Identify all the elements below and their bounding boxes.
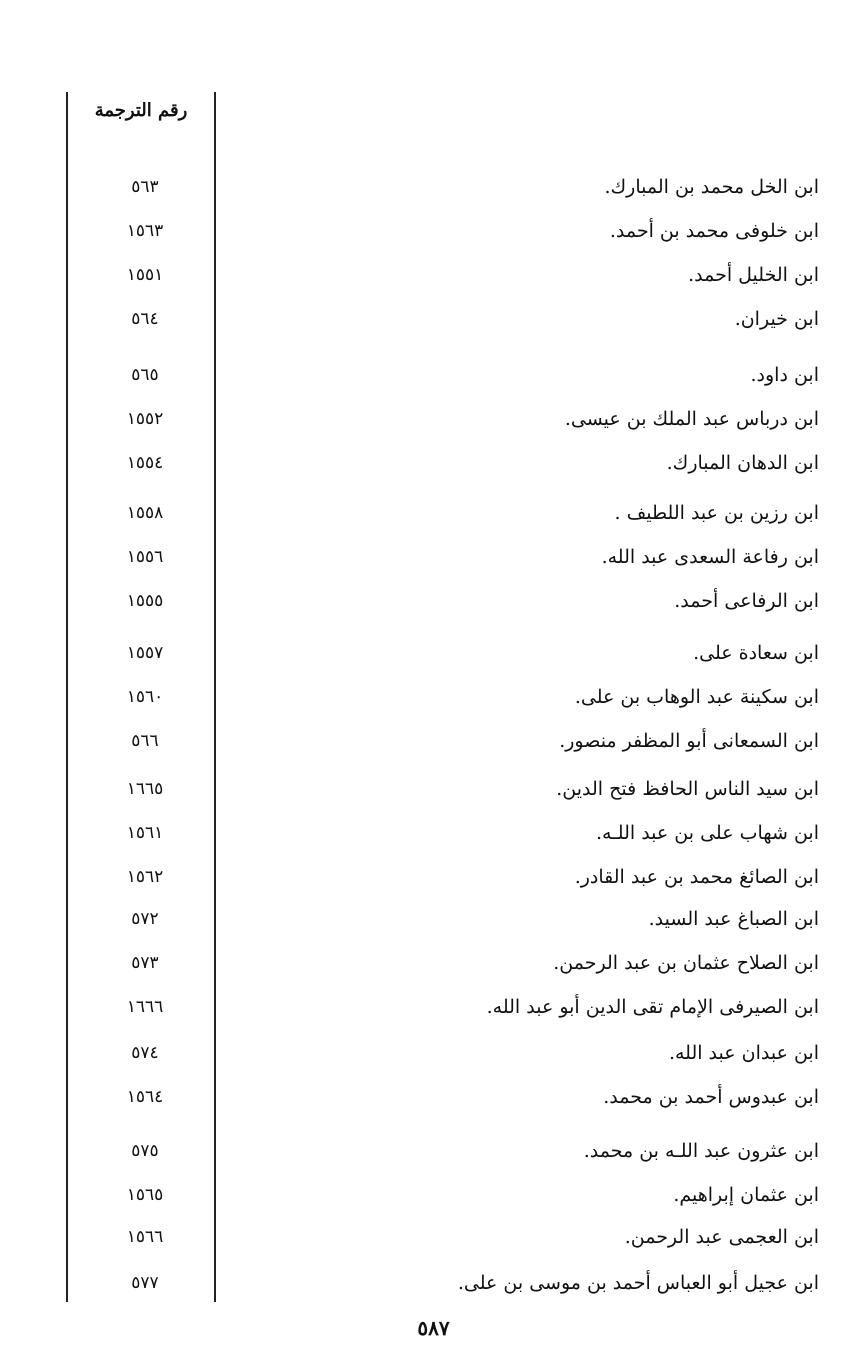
entry-name: ابن خيران. <box>734 308 819 330</box>
list-item <box>0 680 867 714</box>
entry-name: ابن الخل محمد بن المبارك. <box>604 176 819 198</box>
entry-name: ابن عجيل أبو العباس أحمد بن موسى بن على. <box>457 1272 819 1294</box>
list-item <box>0 540 867 574</box>
entry-number: ٥٦٦ <box>131 731 159 751</box>
entry-number: ٥٧٤ <box>131 1043 159 1063</box>
entry-number: ٥٦٣ <box>131 177 159 197</box>
entry-name: ابن الصلاح عثمان بن عبد الرحمن. <box>553 952 819 974</box>
entry-number: ٥٦٥ <box>131 365 159 385</box>
entry-name: ابن الرفاعى أحمد. <box>674 590 819 612</box>
entry-number: ١٥٦٠ <box>126 687 164 707</box>
list-item <box>0 302 867 336</box>
list-item <box>0 636 867 670</box>
entry-name: ابن رزين بن عبد اللطيف . <box>614 502 819 524</box>
list-item <box>0 1134 867 1168</box>
entry-name: ابن الدهان المبارك. <box>666 452 819 474</box>
entry-number: ١٥٥٤ <box>126 453 164 473</box>
list-item <box>0 446 867 480</box>
list-item <box>0 860 867 894</box>
entry-number: ٥٧٥ <box>131 1141 159 1161</box>
entry-name: ابن شهاب على بن عبد اللـه. <box>596 822 819 844</box>
entry-name: ابن سعادة على. <box>693 642 819 664</box>
entry-name: ابن الخليل أحمد. <box>688 264 819 286</box>
list-item <box>0 214 867 248</box>
entry-number: ١٥٦٦ <box>126 1227 164 1247</box>
list-item <box>0 990 867 1024</box>
entry-name: ابن خلوفى محمد بن أحمد. <box>609 220 819 242</box>
entry-name: ابن درباس عبد الملك بن عيسى. <box>564 408 819 430</box>
entry-name: ابن الصائغ محمد بن عبد القادر. <box>574 866 819 888</box>
entry-name: ابن داود. <box>750 364 819 386</box>
list-item <box>0 1178 867 1212</box>
entry-number: ١٥٦٢ <box>126 867 164 887</box>
list-item <box>0 816 867 850</box>
entry-number: ١٦٦٦ <box>126 997 164 1017</box>
list-item <box>0 170 867 204</box>
entry-number: ١٥٦٣ <box>126 221 164 241</box>
entry-name: ابن عثرون عبد اللـه بن محمد. <box>583 1140 819 1162</box>
entry-name: ابن رفاعة السعدى عبد الله. <box>601 546 819 568</box>
list-item <box>0 496 867 530</box>
entry-number: ١٥٦١ <box>126 823 164 843</box>
entry-number: ١٥٦٥ <box>126 1185 164 1205</box>
list-item <box>0 902 867 936</box>
entry-number: ٥٦٤ <box>131 309 159 329</box>
entry-name: ابن السمعانى أبو المظفر منصور. <box>559 730 819 752</box>
list-item <box>0 1220 867 1254</box>
entry-number: ١٥٥٢ <box>126 409 164 429</box>
entry-number: ٥٧٣ <box>131 953 159 973</box>
list-item <box>0 946 867 980</box>
entry-name: ابن الصيرفى الإمام تقى الدين أبو عبد الله. <box>486 996 819 1018</box>
entry-number: ٥٧٧ <box>131 1273 159 1293</box>
column-header: رقم الترجمة <box>94 100 188 121</box>
list-item <box>0 358 867 392</box>
entry-name: ابن عبدان عبد الله. <box>668 1042 819 1064</box>
entry-name: ابن الصباغ عبد السيد. <box>648 908 819 930</box>
entry-name: ابن سكينة عبد الوهاب بن على. <box>574 686 819 708</box>
entry-number: ١٦٦٥ <box>126 779 164 799</box>
entry-number: ١٥٥٨ <box>126 503 164 523</box>
list-item <box>0 772 867 806</box>
entry-name: ابن العجمى عبد الرحمن. <box>624 1226 819 1248</box>
list-item <box>0 258 867 292</box>
entry-number: ١٥٥٦ <box>126 547 164 567</box>
entry-number: ٥٧٢ <box>131 909 159 929</box>
list-item <box>0 584 867 618</box>
page-number: ٥٨٧ <box>417 1316 450 1340</box>
list-item <box>0 1036 867 1070</box>
list-item <box>0 724 867 758</box>
entry-name: ابن سيد الناس الحافظ فتح الدين. <box>556 778 819 800</box>
entry-name: ابن عبدوس أحمد بن محمد. <box>603 1086 819 1108</box>
entry-number: ١٥٥٥ <box>126 591 164 611</box>
entry-number: ١٥٦٤ <box>126 1087 164 1107</box>
list-item <box>0 402 867 436</box>
entry-name: ابن عثمان إبراهيم. <box>673 1184 819 1206</box>
list-item <box>0 1080 867 1114</box>
entry-number: ١٥٥٧ <box>126 643 164 663</box>
list-item <box>0 1266 867 1300</box>
entry-number: ١٥٥١ <box>126 265 164 285</box>
